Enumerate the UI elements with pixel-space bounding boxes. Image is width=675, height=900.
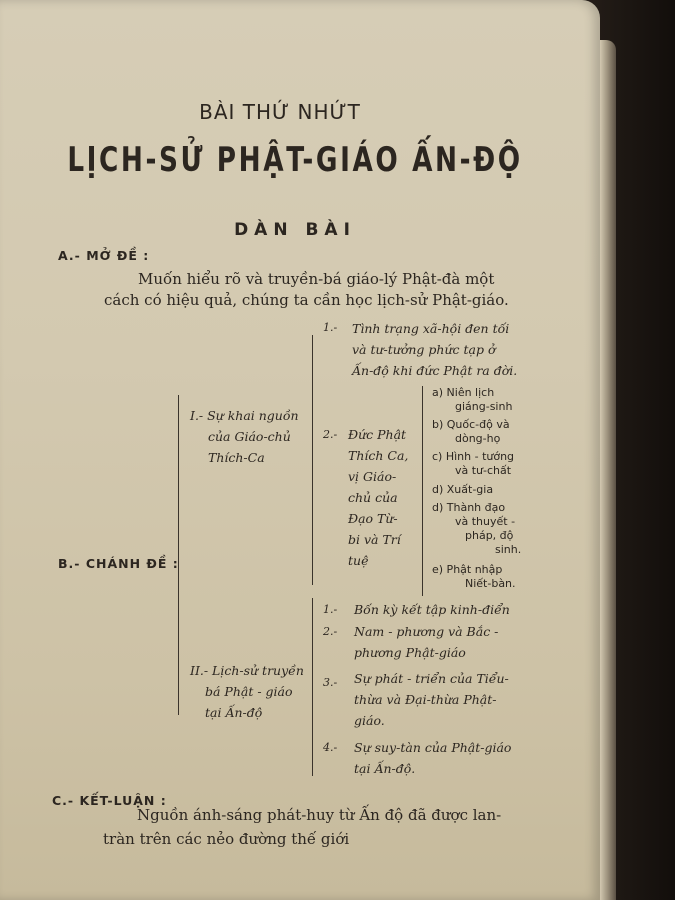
part2-line-1: II.- Lịch-sử truyền [190, 663, 304, 678]
section-a-line-1: Muốn hiểu rõ và truyền-bá giáo-lý Phật-đà một [138, 270, 495, 288]
item-d2-line-4: sinh. [495, 543, 522, 556]
part2-sub2-line-2: phương Phật-giáo [354, 645, 466, 660]
part2-sub4-line-1: Sự suy-tàn của Phật-giáo [354, 740, 512, 755]
section-a-label: A.- MỞ ĐỀ : [58, 248, 150, 263]
part2-sub1-number: 1.- [323, 603, 338, 616]
part1-sub1-line-2: và tư-tưởng phức tạp ở [352, 342, 496, 357]
item-b-line-2: dòng-họ [455, 432, 501, 445]
part1-sub1-number: 1.- [323, 321, 338, 334]
lesson-heading: BÀI THỨ NHỨT [199, 100, 361, 124]
section-c-line-2: tràn trên các nẻo đường thế giới [103, 830, 350, 848]
item-d2-line-1: d) Thành đạo [432, 501, 506, 514]
part2-sub2-number: 2.- [323, 625, 338, 638]
part1-line-1: I.- Sự khai nguồn [190, 408, 299, 423]
page-title: LỊCH-SỬ PHẬT-GIÁO ẤN-ĐỘ [67, 140, 523, 180]
part1-sub2-line-7: tuệ [348, 553, 369, 568]
part1-line-2: của Giáo-chủ [208, 429, 291, 444]
section-c-label: C.- KẾT-LUẬN : [52, 793, 167, 808]
item-d2-line-2: và thuyết - [455, 515, 516, 528]
item-a-line-2: giáng-sinh [455, 400, 513, 413]
part2-brace [312, 598, 313, 776]
section-c-line-1: Nguồn ánh-sáng phát-huy từ Ấn độ đã được lan- [137, 806, 502, 824]
part1-brace [312, 335, 313, 585]
item-c-line-2: và tư-chất [455, 464, 512, 477]
part1-sub1-line-1: Tình trạng xã-hội đen tối [352, 321, 510, 336]
item-e-line-2: Niết-bàn. [465, 577, 516, 590]
item-d2-line-3: pháp, độ [465, 529, 514, 542]
part1-sub2-line-6: bi và Trí [348, 532, 401, 547]
part2-sub1-line-1: Bốn kỳ kết tập kinh-điển [354, 602, 510, 617]
outline-heading: DÀN BÀI [234, 220, 356, 240]
part2-sub4-number: 4.- [323, 741, 338, 754]
items-brace [422, 386, 423, 596]
item-d1-line-1: d) Xuất-gia [432, 483, 494, 496]
part2-sub3-line-3: giáo. [354, 713, 385, 728]
part2-line-2: bá Phật - giáo [205, 684, 293, 699]
part1-sub2-line-1: Đức Phật [348, 427, 407, 442]
part1-sub1-line-3: Ấn-độ khi đức Phật ra đời. [352, 363, 518, 378]
part2-sub3-line-1: Sự phát - triển của Tiểu- [354, 671, 509, 686]
section-b-label: B.- CHÁNH ĐỀ : [58, 556, 179, 571]
main-brace [178, 395, 179, 715]
part2-sub2-line-1: Nam - phương và Bắc - [354, 624, 499, 639]
item-e-line-1: e) Phật nhập [432, 563, 503, 576]
part1-line-3: Thích-Ca [208, 450, 265, 465]
part2-line-3: tại Ấn-độ [205, 705, 263, 720]
part1-sub2-line-3: vị Giáo- [348, 469, 397, 484]
part2-sub3-number: 3.- [323, 676, 338, 689]
part1-sub2-line-4: chủ của [348, 490, 398, 505]
part1-sub2-line-5: Đạo Từ- [348, 511, 398, 526]
item-a-line-1: a) Niên lịch [432, 386, 495, 399]
part2-sub3-line-2: thừa và Đại-thừa Phật- [354, 692, 497, 707]
section-a-line-2: cách có hiệu quả, chúng ta cần học lịch-sử Phật-giáo. [104, 291, 509, 309]
part1-sub2-line-2: Thích Ca, [348, 448, 409, 463]
item-c-line-1: c) Hình - tướng [432, 450, 515, 463]
item-b-line-1: b) Quốc-độ và [432, 418, 510, 431]
part1-sub2-number: 2.- [323, 428, 338, 441]
part2-sub4-line-2: tại Ấn-độ. [354, 761, 416, 776]
